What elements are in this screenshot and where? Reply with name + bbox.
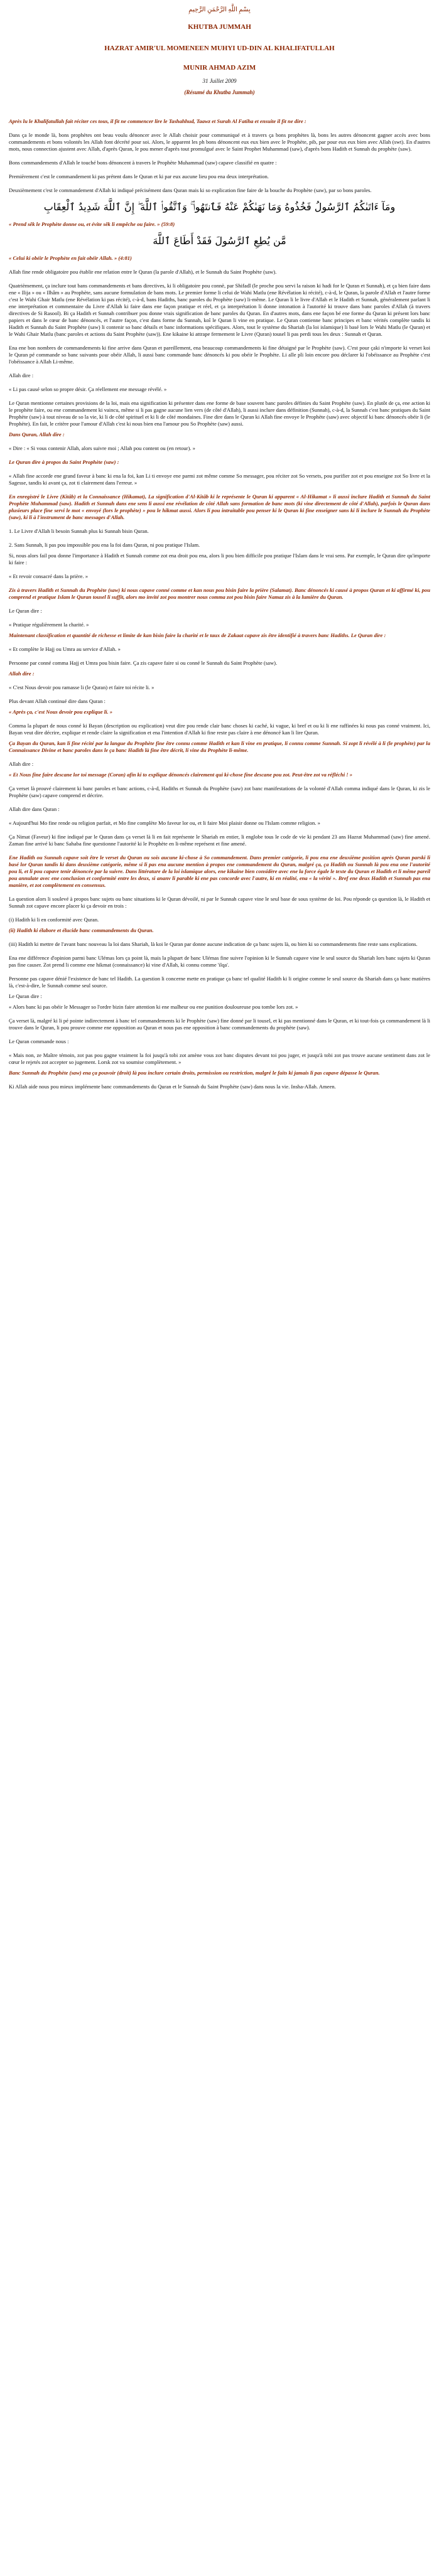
paragraph: Quatrièmement, ça inclure tout bans commandements et bans directives, ki li obligatoire pou connè, par Shifadl (le proche pou servi la raison ki hadi for le Quran et Sunnah), et ça bien faire dans ene « Ilija » ou « Ilhâm » au Prophète, sans aucune formulation de bans mots. Le premier forme li celui de Wahi Matlu (ene Révélation ki récité), c-à-d, le Quran, la parole d'Allah et l'autre forme c'est le Wahi Ghair Matlu (ene Révélation ki pas récité), c-à-d, bans Hadiths, banc paroles du Prophète (saw) li-même. Le Quran li le livre d'Allah et le Hadith et Sunnah, généralement parlant li ene interprétation et commentaire du Livre d'Allah ki faire dans ene façon pratique et réel, et ça interprétation li donne intonation à l'autorité ki trouve dans banc paroles d'Allah (à travers directives de Si Rasool). Bi ça Hadith et Sunnah contribuer pou donne vrais signification de banc paroles du Quran. En d'autres mots, dans ene façon bé ene forme du Quran ki présent lors banc papiers et dans le cœur de banc dénoncés, et l'autre façon, c'est dans forme du Sunnah, koî le Quran li vine en pratique. Le Quran contienne banc principes et banc vérités complète tandis ki Hadith et Sunnah du Saint Prophète (saw) li contenir so banc détails et banc informations spécifiques. Alors, tout le système du Shariah (la loi islamique) li basé lors le Wahi Matlu (le Quran) et le Wahi Ghair Matlu (banc paroles et actions du Saint Prophète (saw)). Ene kikaine ki attrape fermement le Livre (Quran) tousel li pas perdi tous les deux : Sunnah et Quran. — [9, 282, 430, 337]
paragraph: Ena ene bon nombres de commandements ki fine arrive dans Quran et pareillement, ena beaucoup commandements ki fine détaigné par le Prophète (saw). C'est pour çaki n'importe ki verset koi le Quran pé commande so banc suivants pour obéir Allah, li aussi banc commande banc dénoncés ki pou obéir le Prophète. Li alle pli loin encore pou déclarer ki l'obéissance au Prophète c'est l'obéissance à Allah Li-même. — [9, 345, 430, 365]
paragraph: Bons commandements d'Allah le touché bons dénoncent à travers le Prophète Muhammad (saw) capave classifié en quatre : — [9, 159, 277, 166]
arabic-verse: مَّن يُطِعِ ٱلرَّسُولَ فَقَدْ أَطَاعَ ٱللَّهَ — [153, 235, 286, 247]
paragraph: Ça verset là prouvé clairement ki banc paroles et banc actions, c-à-d, Hadiths et Sunnah du Prophète (saw) zot banc manifestations de la volonté d'Allah comma indiqué dans le Quran, ki zis le Prophète (saw) capave comprend et décrire. — [9, 785, 430, 798]
paragraph: Le Quran commande nous : — [9, 1038, 69, 1044]
quran-translation: Ça Bayan du Quran, kan li fine récité par la langue du Prophète fine être connu comme Hadith et kan li vine en pratique, li connu comme Sunnah. Si zopt li révélé à li (le prophète) par la Connaissance Divine et banc paroles dans le ça banc Hadith là fine être décrit, li vine du Prophète li-même. — [9, 740, 430, 753]
paragraph: Ça verset là, malgré ki li pé pointe indirectement à banc tel commandements ki le Prophète (saw) fine donné par li tousel, et ki pas mentionné dans le Quran, et ki tout-fois ça commandement là li trouve dans le Quran, li pou prouve comme ene opposition au Quran et nous pas ene opposition à banc commandements du prophète (saw). — [9, 1017, 430, 1031]
paragraph: (i) Hadith ki li en conformité avec Quran. — [9, 916, 99, 923]
paragraph: (iii) Hadith ki mettre de l'avant banc nouveau la loi dans Shariah, là koi le Quran par donne aucune indication de ça banc sujets là, ou bien ki so commandements fine reste sans explications. — [9, 941, 418, 947]
quran-translation: « Après ça, c'est Nous devoir pou explique li. » — [9, 709, 113, 715]
paragraph: 1. Le Livre d'Allah li besoin Sunnah plus ki Sunnah bisin Quran. — [9, 528, 149, 534]
arabic-verse: ومَآ ءَاتَىٰكُمُ ٱلرَّسُولُ فَخُذُوهُ وَمَا نَهَىٰكُمْ عَنْهُ فَٱنتَهُوا۟ ۚ وَٱتَّقُوا۟ ٱللَّهَ ۖ إِنَّ ٱللَّهَ شَدِيدُ ٱلْعِقَابِ — [43, 201, 396, 213]
paragraph: Allah dire : — [9, 372, 34, 378]
paragraph: « Dire : « Si vous contenir Allah, alors suivre moi ; Allah pou content ou (en retour). » — [9, 445, 195, 451]
paragraph: Allah fine rende obligatoire pou établir ene relation entre le Quran (la parole d'Allah), et le Sunnah du Saint Prophète (saw). — [9, 269, 277, 275]
list-item: 2. Sans Sunnah, li pas pou impossible pou ena la foi dans Quran, ni pou pratique l'Islam. — [9, 542, 200, 548]
quran-translation: Maintenant classification et quantité de richesse et limite de kan bisin faire la charité et le taux de Zakaat capave zis être identifié à travers banc Hadiths. Le Quran dire : — [9, 632, 386, 638]
quran-translation: « Et Nous fine faire descane lor toi message (Coran) afin ki to explique dénoncés clairement qui ki-chose fine descane pou zot. Peut-être zot va réfléchi ! » — [9, 771, 353, 778]
list-item: Si, nous alors fail pou donne l'importance à Hadith et Sunnah comme zot ena droit pou ena, alors li pou bien difficile pou pratique l'Islam dans le vrai sens. Par exemple, le Quran dire qu'importe ki faire : — [9, 552, 430, 566]
paragraph: Ki Allah aide nous pou mieux implémente banc commandements du Quran et le Sunnah du Saint Prophète (saw) dans nous la vie. Insha-Allah. Ameen. — [9, 1083, 336, 1090]
list-item: « Alors banc ki pas obéir le Messager so l'ordre bizin faire attention ki ene malheur ou ene punition douloureuse pou tombe lors zot. » — [9, 1004, 298, 1010]
quran-translation: « Celui ki obéir le Prophète en fait obéir Allah. » (4:81) — [9, 255, 132, 261]
paragraph: Premièrement c'est le commandement ki pas prétent dans le Quran et ki par eux aucune lieu pou ena deux interprétation. — [9, 173, 269, 180]
quran-translation: « Prend sêk le Prophète donne ou, et évite sêk li empêche ou faire. » (59:8) — [9, 221, 175, 227]
intro-paragraph: Après lu le Khalifatullah fait réciter ces tous, il fit ne commencer lire le Tashahhud, Taawz et Surah Al Fatiha et ensuite il fit ne dire : — [9, 118, 306, 124]
khutba-body — [9, 118, 430, 1090]
quran-translation: Ene Hadith ou Sunnah capave soit être le verset du Quran ou sois aucune ki-chose à So commandement. Dans premier catégorie, li pou ena ene deuxième position après Quran parski li basé lor Quran tandis ki dans deuxième catégorie, même si li pas ena aucune mention à propos ene commandement du Quran, malgré ça, ça Hadith ou Sunnah là pou ena one l'autorité pou li, et li pou capave tenir dénoncée par la suivre. Dans littérature de la loi islamique alors, ene kikaine bien considère avec ene la force égale le texte du Quran et Hadith et li même pareil pou annulate avec ene conclusion et conformité entre les deux, si ananv li parable ki ene pas concorde avec l'autre, ki en réalité, ena « la vérité ». Bref ene deux Hadith et Sunnah pas ena manière, et zot complètement en consensus. — [9, 854, 430, 888]
paragraph: Le Quran mentionne certaines provisions de la loi, mais ena signification ki présenter dans ene forme de base souvent banc paroles définies du Saint Prophète (saw). En plutôt de ça, ene action ki le prophète faire, ou ene commandement ki vaincu, même si li pas gagne aucune lien vers (de côté d'Allah), li aussi inclure dans définition (Sunnah), c-à-d, la Sunnah c'est banc pratiques du Saint Prophète (saw) à tout niveau de so la vie, ki li de côté spirituel et ki li de côté mondaines. Fine dire dans le Quran ki Allah fine envoye le Prophète (saw) avec objectif ki banc dénoncés obéir li (le Prophète). En fait, le critère pour l'amour d'Allah c'est ki nous bien ena l'amour pou So Prophète (saw) aussi. — [9, 400, 430, 427]
list-item: Personne pas capave dénié l'existence de banc tel Hadith. La question li concerne mette en pratique ça banc tel qualité Hadith ki li origine comme le seul source du Shariah dans ça banc matières là, c'est-à-dire, le Sunnah comme seul source. — [9, 975, 430, 989]
khutba-title: KHUTBA JUMMAH — [188, 23, 251, 31]
paragraph: « Mais non, ze Maître témoin, zot pas pou gagne vraiment la foi jusqu'à tobi zot amène vous zot banc disputes devant toi pou juger, et jusqu'à tobi zot pas trouve aucune sentiment dans zot le cœur le rejetés zot accepter so jugement. Lorsk zot va soumise complètement. » — [9, 1052, 430, 1065]
bismillah: بِسْمِ اللَّهِ الرَّحْمَنِ الرَّحِيمِ — [188, 6, 251, 13]
list-item: Le Quran dire : — [9, 993, 42, 999]
quran-translation: Banc Sunnah du Prophète (saw) ena ça pouvoir (droit) là pou inclure certain droits, permission ou restriction, malgré le faits ki jamais li pas capave dépasse le Quran. — [9, 1070, 380, 1076]
paragraph: Dans ça le monde là, bons prophètes ont beau voulu dénoncer avec le Allah choisir pour communiqué et à travers ça bons prophètes là, bons les autres dénoncent gagner accès avec bons commandements et bons volontés les Allah font décrété pour soi. Alors, le apparent les ph bons dénoncent eux eux bien avec le Prophète, pib, par pour eux eux bien avec Allah (swt). En d'autres mots, nous connection ajustent avec Allah, d'après Quran, le pou mener d'après tout promulgué avec le Saint Prophet Muhammad (saw), d'après bons Hadith et Sunnah du prophète (saw). — [9, 132, 430, 152]
paragraph: Deuxièmement c'est le commandement d'Allah ki indiqué précisément dans Quran mais ki so explication fine faire de la bouche du Prophète (saw), par so bons paroles. — [9, 187, 372, 193]
paragraph: Ça Nimat (Faveur) ki fine indiqué par le Quran dans ça verset là li en fait représente le Shariah en entier, li englobe tous le code de vie ki pendant 23 ans Hazrat Muhammad (saw) fine amené. Zaman fine arrivé ki banc Sahaba fine questionne l'autorité ki le Prophète en li-même représent et fine amené. — [9, 834, 430, 847]
quran-translation: Dans Quran, Allah dire : — [9, 431, 65, 437]
paragraph: « Li pas causé selon so propre désir. Ça réellement ene message révélé. » — [9, 386, 167, 392]
khalifa-title: HAZRAT AMIR'UL MOMENEEN MUHYI UD-DIN AL KHALIFATULLAH — [104, 45, 335, 52]
quran-translation: En enregistré le Livre (Kitâb) et la Connaissance (Hikamat), La signification d'Al-Kitâb ki le représente le Quran ki apparent « Al-Hikamat » li aussi inclure Hadith et Sunnah du Saint Prophète Muhammad (saw). Hadith et Sunnah dans ene sens li aussi ene révélation de côté Allah sans formation de banc mots (ki vine directement de côté d'Allah), parfois le Quran dans plusieurs place fine servi le mot « envoyé (lors le prophète) » pou le hikmat aussi. Alors li pou intraitable pou penser ki le Quran ki fine enseigner sans ki li inclure le Sunnah du Prophète (saw), ki li à l'instrument de banc messages d'Allah. — [9, 493, 430, 520]
author-name: MUNIR AHMAD AZIM — [183, 64, 256, 72]
paragraph: « Aujourd'hui Mo fine rende ou religion parfait, et Mo fine complète Mo faveur lor ou, et li faire Moi plaisir donne ou l'Islam comme religion. » — [9, 820, 320, 826]
khutba-date: 31 Juillet 2009 — [202, 78, 237, 84]
paragraph: Comma la plupart de nous conné ki Bayan (description ou explication) veut dire pou rende clair banc choses ki caché, ki vague, ki bref et ou ki li ene raffinées ki nous pas conné vraiment. Ici, Bayan veut dire décrire, explique et rende claire la signification et ena l'intention d'Allah ki fine reste pas claire à ene dénoncé kan li lire Quran. — [9, 722, 430, 736]
paragraph: La question alors li soulevé à propos banc sujets ou banc situations ki le Quran dévoilé, ni par le Sunnah capave vine le seul base de sous système de loi. Pou réponde ça question là, le Hadith et Sunnah zot capave encore placer ki ça devoir en trois : — [9, 896, 430, 909]
quran-translation: (ii) Hadith ki élabore et élucide banc commandements du Quran. — [9, 927, 154, 933]
paragraph: Allah dire : — [9, 761, 34, 767]
quran-translation: Zis à travers Hadith et Sunnah du Prophète (saw) ki nous capave conné comme et kan nous pou bisin faire la prière (Salamat). Banc dénoncés ki causé à propos Quran et ki affirmé ki, pou comprend et pratique Islam le Quran tousel li suffit, alors mo invité zot pou montrer nous comma zot pou bisin faire Namaz zis à la lumière du Quran. — [9, 587, 430, 600]
header — [9, 0, 430, 95]
paragraph: « Pratique régulièrement la charité. » — [9, 621, 89, 628]
paragraph: « C'est Nous devoir pou ramasse li (le Quran) et faire toi récite li. » — [9, 684, 154, 690]
quran-translation: Allah dire : — [9, 670, 35, 677]
paragraph: Allah dire dans Quran : — [9, 806, 60, 812]
paragraph: Plus devant Allah continué dire dans Quran : — [9, 698, 106, 704]
paragraph: « Et complète le Hajj ou Umra au service d'Allah. » — [9, 646, 121, 652]
paragraph: Le Quran dire : — [9, 608, 42, 614]
paragraph: « Et revoir consacré dans la prière. » — [9, 573, 88, 579]
summary-label: (Résumé du Khutba Jummah) — [184, 89, 255, 95]
paragraph: Ena ene différence d'opinion parmi banc Ulémas lors ça point là, mais la plupart de banc Ulémas fine suivre l'opinion ki le Sunnah capave vine le seul source du Shariah lors banc sujets ki Quran pas fine causer. Zot prend li comme ene hikmat (connaissance) ki vine d'Allah, ki connu comme 'ilqa'. — [9, 955, 430, 968]
quran-translation: Le Quran dire à propos du Saint Prophète (saw) : — [9, 459, 119, 465]
paragraph: Personne par conné comma Hajj et Umra pou bisin faire. Ça zis capave faire si ou conné le Sunnah du Saint Prophète (saw). — [9, 660, 278, 666]
paragraph: « Allah fine accorde ene grand faveur à banc ki ena la foi, kan Li ti envoye ene parmi zot même comme So messager, pou réciter zot So versets, pou purifier zot et pou enseigne zot So livre et la Sagesse, tandis ki avant ça, zot ti clairement dans l'erreur. » — [9, 473, 430, 486]
